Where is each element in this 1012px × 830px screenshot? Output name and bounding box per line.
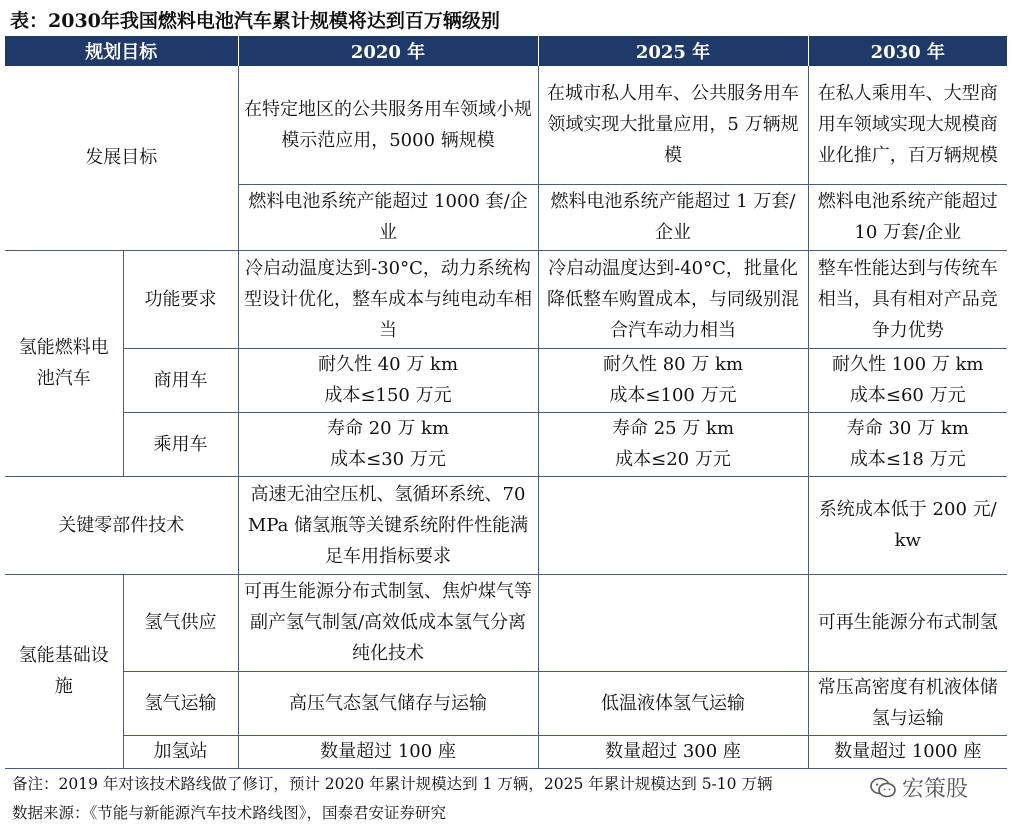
table-row bbox=[5, 412, 1007, 476]
cell-station-2025: 数量超过 300 座 bbox=[538, 735, 808, 768]
cell-capacity-2020: 燃料电池系统产能超过 1000 套/企业 bbox=[238, 184, 538, 250]
header-2030: 2030 年 bbox=[808, 36, 1007, 66]
cell-dev-2030: 在私人乘用车、大型商用车领域实现大规模商业化推广，百万辆规模 bbox=[808, 66, 1007, 184]
cell-station-2020: 数量超过 100 座 bbox=[238, 735, 538, 768]
row-label-development: 发展目标 bbox=[5, 66, 238, 250]
cell-supply-2030: 可再生能源分布式制氢 bbox=[808, 574, 1007, 671]
cell-func-2020: 冷启动温度达到-30°C，动力系统构型设计优化，整车成本与纯电动车相当 bbox=[238, 250, 538, 348]
cell-transport-2020: 高压气态氢气储存与运输 bbox=[238, 671, 538, 735]
sublabel-station: 加氢站 bbox=[123, 735, 238, 768]
header-2020: 2020 年 bbox=[238, 36, 538, 66]
row-label-infrastructure: 氢能基础设施 bbox=[5, 574, 123, 768]
table-row bbox=[5, 476, 1007, 574]
cell-dev-2020: 在特定地区的公共服务用车领域小规模示范应用，5000 辆规模 bbox=[238, 66, 538, 184]
cell-comm-2030: 耐久性 100 万 km 成本≤60 万元 bbox=[808, 348, 1007, 412]
roadmap-table bbox=[5, 36, 1007, 769]
cell-station-2030: 数量超过 1000 座 bbox=[808, 735, 1007, 768]
remark-note: 备注：2019 年对该技术路线做了修订，预计 2020 年累计规模达到 1 万辆，2025 年累计规模达到 5-10 万辆 bbox=[12, 775, 773, 793]
cell-func-2025: 冷启动温度达到-40°C，批量化降低整车购置成本，与同级别混合汽车动力相当 bbox=[538, 250, 808, 348]
cell-func-2030: 整车性能达到与传统车相当，具有相对产品竞争力优势 bbox=[808, 250, 1007, 348]
sublabel-passenger: 乘用车 bbox=[123, 412, 238, 476]
sublabel-function: 功能要求 bbox=[123, 250, 238, 348]
table-row bbox=[5, 735, 1007, 768]
cell-capacity-2025: 燃料电池系统产能超过 1 万套/企业 bbox=[538, 184, 808, 250]
header-row bbox=[5, 36, 1007, 66]
cell-pass-2025: 寿命 25 万 km 成本≤20 万元 bbox=[538, 412, 808, 476]
cell-supply-2020: 可再生能源分布式制氢、焦炉煤气等副产氢气制氢/高效低成本氢气分离纯化技术 bbox=[238, 574, 538, 671]
cell-supply-2025 bbox=[538, 574, 808, 671]
cell-comp-2030: 系统成本低于 200 元/kw bbox=[808, 476, 1007, 574]
table-title: 表：2030年我国燃料电池汽车累计规模将达到百万辆级别 bbox=[10, 10, 500, 32]
cell-transport-2030: 常压高密度有机液体储氢与运输 bbox=[808, 671, 1007, 735]
table-row bbox=[5, 671, 1007, 735]
watermark-text: 宏策股 bbox=[902, 777, 969, 802]
header-2025: 2025 年 bbox=[538, 36, 808, 66]
footnotes bbox=[12, 770, 772, 828]
cell-capacity-2030: 燃料电池系统产能超过 10 万套/企业 bbox=[808, 184, 1007, 250]
sublabel-commercial: 商用车 bbox=[123, 348, 238, 412]
header-goal: 规划目标 bbox=[5, 36, 238, 66]
table-row bbox=[5, 250, 1007, 348]
cell-comm-2020: 耐久性 40 万 km 成本≤150 万元 bbox=[238, 348, 538, 412]
cell-pass-2020: 寿命 20 万 km 成本≤30 万元 bbox=[238, 412, 538, 476]
table-row bbox=[5, 574, 1007, 671]
wechat-icon bbox=[870, 777, 896, 799]
table-row bbox=[5, 348, 1007, 412]
watermark bbox=[870, 772, 968, 803]
cell-pass-2030: 寿命 30 万 km 成本≤18 万元 bbox=[808, 412, 1007, 476]
sublabel-supply: 氢气供应 bbox=[123, 574, 238, 671]
row-label-vehicle: 氢能燃料电池汽车 bbox=[5, 250, 123, 476]
cell-comm-2025: 耐久性 80 万 km 成本≤100 万元 bbox=[538, 348, 808, 412]
cell-dev-2025: 在城市私人用车、公共服务用车领域实现大批量应用，5 万辆规模 bbox=[538, 66, 808, 184]
table-row bbox=[5, 66, 1007, 184]
source-note: 数据来源：《节能与新能源汽车技术路线图》，国泰君安证券研究 bbox=[12, 804, 447, 822]
row-label-components: 关键零部件技术 bbox=[5, 476, 238, 574]
cell-transport-2025: 低温液体氢气运输 bbox=[538, 671, 808, 735]
cell-comp-2020: 高速无油空压机、氢循环系统、70MPa 储氢瓶等关键系统附件性能满足车用指标要求 bbox=[238, 476, 538, 574]
cell-comp-2025 bbox=[538, 476, 808, 574]
sublabel-transport: 氢气运输 bbox=[123, 671, 238, 735]
